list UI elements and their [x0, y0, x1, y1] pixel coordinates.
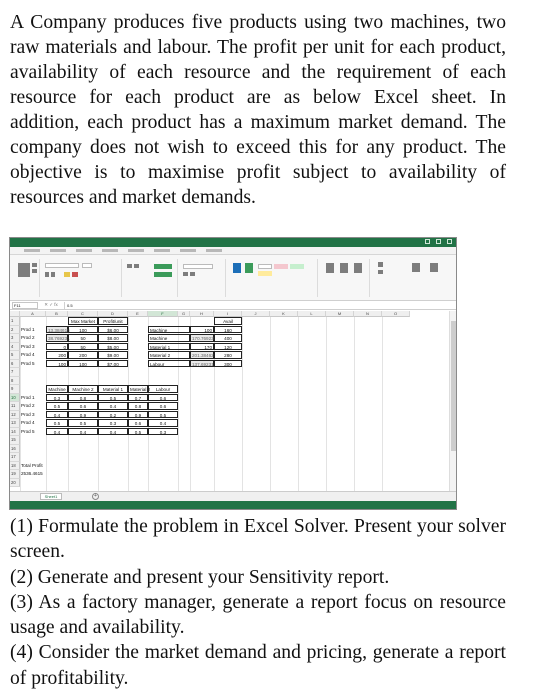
question-4: (4) Consider the market demand and pricing, generate a report of profitability. — [10, 642, 506, 689]
font-name-box — [45, 263, 79, 268]
font-size-box — [82, 263, 92, 268]
format-icon — [354, 263, 362, 273]
product-name: Prod 5 — [21, 428, 35, 434]
row-header[interactable]: 16 — [10, 445, 20, 454]
requirement-value[interactable]: 0.3 — [148, 428, 178, 436]
requirement-value[interactable]: 0.5 — [128, 428, 148, 436]
intro-paragraph: A Company produces five products using two machines, two raw materials and labour. The profit per unit for each product, availability of each resource and the requirement of each resource for each product are as below Excel sheet. In addition, each product has a maximum market demand. The company does not wish to exceed this for any product. The objective is to maximise profit subject to availability of resources and market demands. — [10, 12, 506, 208]
requirement-value[interactable]: 0.2 — [98, 411, 128, 419]
style-normal — [258, 264, 272, 269]
sheet-tabs-bar — [10, 491, 456, 501]
row-header[interactable]: 20 — [10, 479, 20, 488]
max-market-value[interactable]: 100 — [68, 326, 98, 334]
requirement-value[interactable]: 0.5 — [148, 411, 178, 419]
row-header[interactable]: 5 — [10, 351, 20, 360]
paste-icon — [18, 263, 30, 277]
product-name: Prod 3 — [21, 411, 35, 417]
requirement-value[interactable]: 0.6 — [68, 402, 98, 410]
excel-screenshot — [9, 237, 457, 510]
requirement-header: Machine — [46, 385, 68, 393]
header-max-market: Max Market — [68, 317, 98, 325]
merge-center-icon — [154, 272, 172, 277]
resource-name: Material 2 — [148, 351, 190, 359]
row-header[interactable]: 4 — [10, 343, 20, 352]
vertical-scrollbar[interactable] — [449, 311, 456, 493]
requirement-header: Material 1 — [98, 385, 128, 393]
header-avail: Avail — [214, 317, 242, 325]
fill-icon — [378, 270, 383, 274]
gridline — [242, 317, 243, 493]
column-header[interactable]: I — [214, 311, 242, 317]
decision-quantity[interactable]: 200 — [46, 351, 68, 359]
decision-quantity[interactable]: 100 — [46, 360, 68, 368]
product-name: Prod 1 — [21, 326, 35, 332]
product-name: Prod 4 — [21, 352, 35, 357]
formula-bar — [10, 301, 456, 310]
profit-per-unit[interactable]: $9.00 — [98, 351, 128, 359]
clipboard-group — [12, 259, 40, 297]
bold-icon — [45, 272, 49, 277]
resource-name: Labour — [148, 360, 190, 368]
requirement-value[interactable]: 0.4 — [148, 419, 178, 427]
excel-title-bar — [10, 238, 456, 247]
resource-used[interactable]: 170 — [190, 343, 214, 351]
row-header[interactable]: 15 — [10, 436, 20, 445]
style-bad — [274, 264, 288, 269]
column-header[interactable]: H — [190, 311, 214, 317]
name-box[interactable]: F11 — [12, 302, 38, 309]
resource-avail[interactable]: 280 — [214, 351, 242, 359]
column-header[interactable]: N — [354, 311, 382, 317]
column-header[interactable]: G — [178, 311, 190, 317]
gridline — [382, 317, 383, 493]
requirement-value[interactable]: 0.3 — [46, 394, 68, 402]
percent-icon — [190, 272, 195, 276]
editing-group — [372, 259, 454, 297]
row-header[interactable]: 9 — [10, 385, 20, 394]
requirement-value[interactable]: 0.5 — [46, 402, 68, 410]
product-name: Prod 2 — [21, 335, 35, 340]
product-name: Prod 3 — [21, 343, 35, 349]
total-profit-label: Total Profit — [21, 462, 43, 468]
requirement-value[interactable]: 0.8 — [128, 402, 148, 410]
max-market-value[interactable]: 50 — [68, 334, 98, 342]
add-sheet-icon[interactable]: + — [92, 493, 99, 500]
status-bar — [10, 501, 456, 509]
style-neutral — [258, 271, 272, 276]
gridline — [354, 317, 355, 493]
wrap-text-icon — [154, 264, 172, 269]
resource-avail[interactable]: 400 — [214, 334, 242, 342]
row-header[interactable]: 10 — [10, 394, 20, 403]
resource-used[interactable]: 100 — [190, 326, 214, 334]
font-color-icon — [72, 272, 78, 277]
resource-avail[interactable]: 300 — [214, 360, 242, 368]
header-profit-unit: Profit/unit — [98, 317, 128, 325]
insert-icon — [326, 263, 334, 273]
italic-icon — [51, 272, 55, 277]
align-center-icon — [134, 264, 139, 268]
resource-name: Machine — [148, 326, 190, 334]
requirement-value[interactable]: 0.4 — [46, 428, 68, 436]
align-left-icon — [127, 264, 132, 268]
requirement-value[interactable]: 0.6 — [148, 402, 178, 410]
resource-avail[interactable]: 160 — [214, 326, 242, 334]
question-1: (1) Formulate the problem in Excel Solver. Present your solver screen. — [10, 516, 506, 563]
gridline — [326, 317, 327, 493]
requirement-value[interactable]: 0.5 — [46, 419, 68, 427]
format-table-icon — [245, 263, 253, 273]
close-icon — [447, 239, 452, 244]
ribbon-tabs — [10, 247, 456, 255]
row-header[interactable]: 13 — [10, 419, 20, 428]
row-header[interactable]: 19 — [10, 470, 20, 479]
requirement-value[interactable]: 0.4 — [98, 402, 128, 410]
column-header[interactable]: K — [270, 311, 298, 317]
row-header[interactable]: 18 — [10, 462, 20, 471]
currency-icon — [183, 272, 188, 276]
resource-used[interactable]: 170.76923 — [192, 336, 214, 341]
style-good — [290, 264, 304, 269]
requirement-value[interactable]: 0.4 — [46, 411, 68, 419]
sheet-tab-sheet1[interactable]: Sheet1 — [40, 493, 62, 500]
row-header[interactable]: 3 — [10, 334, 20, 343]
resource-name: Machine — [148, 334, 190, 342]
font-group — [42, 259, 122, 297]
profit-per-unit[interactable]: $6.00 — [98, 326, 128, 334]
requirement-value[interactable]: 0.4 — [68, 428, 98, 436]
ribbon — [10, 255, 456, 301]
max-market-value[interactable]: 200 — [68, 351, 98, 359]
row-header[interactable]: 2 — [10, 326, 20, 335]
row-header[interactable]: 14 — [10, 428, 20, 437]
maximize-icon — [436, 239, 441, 244]
column-header[interactable]: C — [68, 311, 98, 317]
profit-per-unit[interactable]: $5.00 — [98, 343, 128, 351]
row-header[interactable]: 1 — [10, 317, 20, 326]
column-header[interactable]: J — [242, 311, 270, 317]
requirement-header: Labour — [148, 385, 178, 393]
requirement-value[interactable]: 0.5 — [68, 419, 98, 427]
number-group — [180, 259, 226, 297]
cells-group — [320, 259, 370, 297]
fx-icons: ✕ ✓ fx — [44, 302, 58, 307]
column-header[interactable]: B — [46, 311, 68, 317]
requirement-value[interactable]: 0.9 — [128, 411, 148, 419]
decision-quantity[interactable]: 0 — [46, 343, 68, 351]
column-header[interactable]: M — [326, 311, 354, 317]
alignment-group — [124, 259, 178, 297]
formula-input[interactable]: 0.5 — [64, 302, 456, 309]
product-name: Prod 4 — [21, 420, 35, 425]
row-header[interactable]: 8 — [10, 377, 20, 386]
product-name: Prod 1 — [21, 394, 35, 400]
fill-color-icon — [64, 272, 70, 277]
total-profit-value[interactable]: 2536.4615 — [21, 471, 43, 476]
conditional-format-icon — [233, 263, 241, 273]
resource-used[interactable]: 201.38462 — [192, 353, 214, 358]
window-controls — [425, 239, 452, 244]
copy-icon — [32, 269, 37, 273]
questions-list — [10, 514, 506, 691]
resource-used[interactable]: 137.69231 — [192, 361, 214, 367]
gridline — [298, 317, 299, 493]
gridline — [270, 317, 271, 493]
delete-icon — [340, 263, 348, 273]
row-header[interactable]: 17 — [10, 453, 20, 462]
profit-per-unit[interactable]: $8.00 — [98, 334, 128, 342]
requirement-value[interactable]: 0.9 — [68, 411, 98, 419]
spreadsheet-grid[interactable] — [10, 311, 456, 493]
column-header[interactable]: D — [98, 311, 128, 317]
requirement-header: Machine 2 — [68, 385, 98, 393]
resource-name: Material 1 — [148, 343, 190, 351]
column-header[interactable]: F — [148, 311, 178, 317]
requirement-value[interactable]: 0.6 — [128, 419, 148, 427]
resource-avail[interactable]: 120 — [214, 343, 242, 351]
product-name: Prod 5 — [21, 360, 35, 366]
requirement-value[interactable]: 0.6 — [148, 394, 178, 402]
product-name: Prod 2 — [21, 403, 35, 408]
row-header[interactable]: 11 — [10, 402, 20, 411]
requirement-header: Material 2 — [130, 387, 151, 392]
row-header[interactable]: 12 — [10, 411, 20, 420]
question-2: (2) Generate and present your Sensitivity report. — [10, 566, 390, 588]
find-select-icon — [430, 263, 438, 272]
profit-per-unit[interactable]: $7.00 — [98, 360, 128, 368]
cut-icon — [32, 263, 37, 267]
row-header[interactable]: 6 — [10, 360, 20, 369]
decision-quantity[interactable]: 38.769231 — [48, 336, 70, 341]
requirement-value[interactable]: 0.8 — [68, 394, 98, 402]
column-header[interactable]: E — [128, 311, 148, 317]
column-header[interactable]: O — [382, 311, 410, 317]
minimize-icon — [425, 239, 430, 244]
styles-group — [228, 259, 318, 297]
column-header[interactable]: A — [20, 311, 46, 317]
requirement-value[interactable]: 0.7 — [128, 394, 148, 402]
column-header[interactable]: L — [298, 311, 326, 317]
question-3: (3) As a factory manager, generate a report focus on resource usage and availability. — [10, 591, 506, 639]
max-market-value[interactable]: 50 — [68, 343, 98, 351]
requirement-value[interactable]: 0.3 — [98, 419, 128, 427]
autosum-icon — [378, 262, 383, 267]
scroll-thumb[interactable] — [451, 321, 456, 451]
requirement-value[interactable]: 0.4 — [98, 428, 128, 436]
decision-quantity[interactable]: 13.384615 — [48, 327, 70, 333]
number-format-box — [183, 264, 213, 269]
max-market-value[interactable]: 100 — [68, 360, 98, 368]
sort-filter-icon — [412, 263, 420, 272]
requirement-value[interactable]: 0.5 — [98, 394, 128, 402]
row-header[interactable]: 7 — [10, 368, 20, 377]
